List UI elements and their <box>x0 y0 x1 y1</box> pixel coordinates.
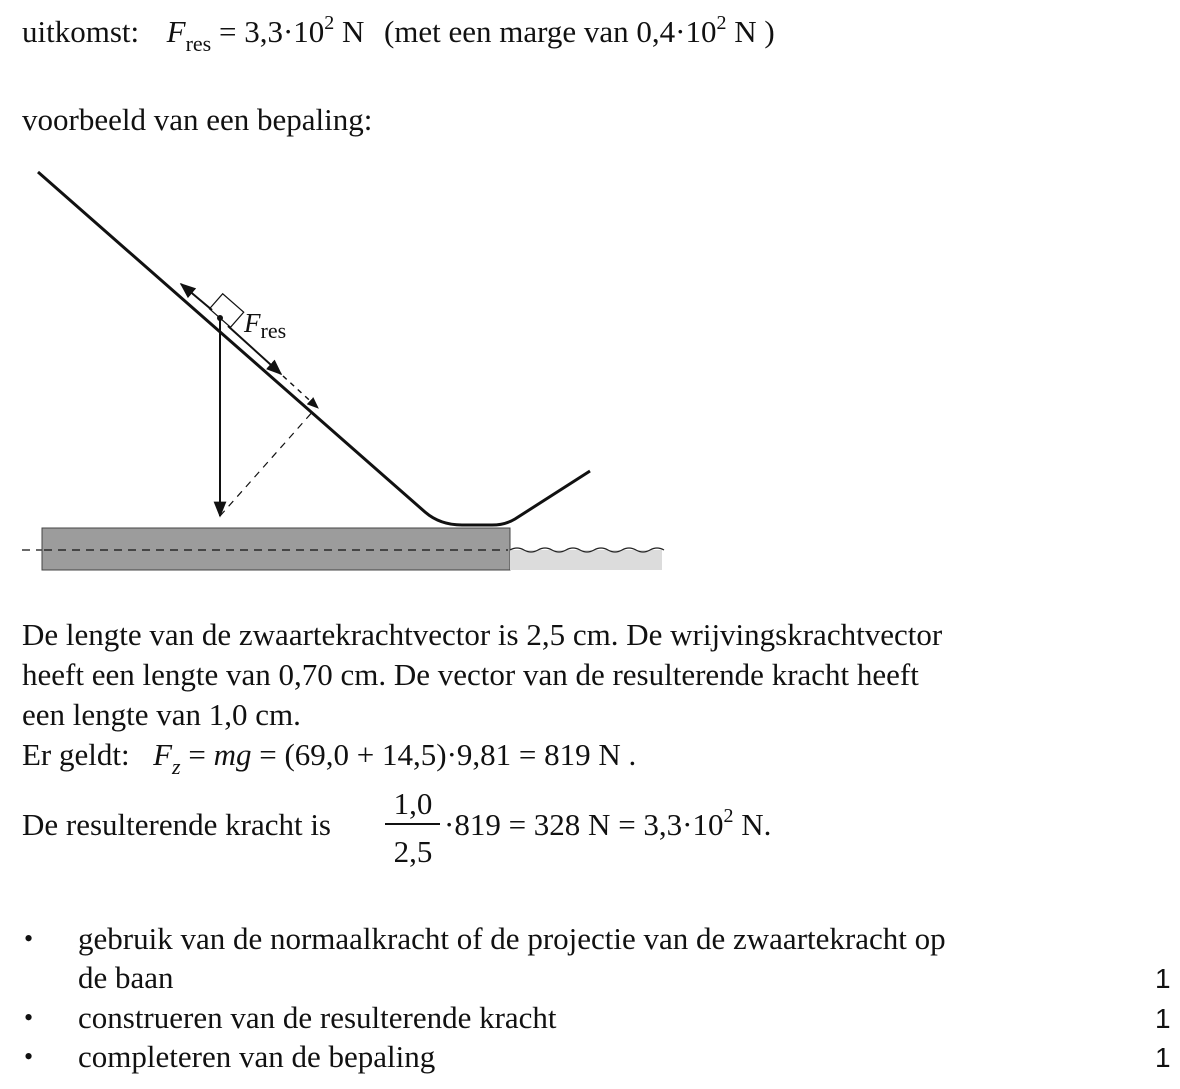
force-label <box>244 308 287 343</box>
outcome-margin-exponent: 2 <box>716 12 727 34</box>
fraction-denominator: 2,5 <box>393 834 433 869</box>
explanation-line5-exponent: 2 <box>723 805 734 827</box>
explanation-line-1: De lengte van de zwaartekrachtvector is 2,5 cm. De wrijvingskrachtvector <box>22 617 943 652</box>
explanation-line5-unit: N. <box>741 807 772 842</box>
criterion-2-text: construeren van de resulterende kracht <box>78 1000 557 1035</box>
criterion-2-score: 1 <box>1155 1003 1171 1034</box>
explanation-line-5-label: De resulterende kracht is <box>22 807 332 842</box>
example-heading: voorbeeld van een bepaling: <box>22 102 373 137</box>
outcome-unit: N <box>342 14 365 49</box>
explanation-line4-sub: z <box>172 754 181 779</box>
explanation-line4-eq: = <box>188 737 206 772</box>
sliding-object <box>209 294 243 328</box>
criterion-1-text: gebruik van de normaalkracht of de projectie van de zwaartekracht op <box>78 921 946 956</box>
criterion-1-bullet: • <box>24 924 34 953</box>
force-label-symbol: F <box>244 308 261 338</box>
slide-track <box>38 172 590 525</box>
explanation-line-4 <box>22 737 637 779</box>
outcome-subscript: res <box>185 31 212 56</box>
outcome-margin: (met een marge van 0,4·10 <box>383 14 717 49</box>
explanation-line4-rest: = (69,0 + 14,5)·9,81 = 819 N . <box>259 737 637 772</box>
outcome-value: = 3,3·10 <box>218 14 325 49</box>
force-label-subscript: res <box>260 318 287 343</box>
explanation-line4-F: F <box>153 737 173 772</box>
explanation-line-5-result <box>444 805 772 842</box>
explanation-line-2: heeft een lengte van 0,70 cm. De vector van de resulterende kracht heeft <box>22 657 919 692</box>
criterion-1-text-cont: de baan <box>78 960 174 995</box>
projection-dashed <box>220 409 315 516</box>
friction-vector <box>181 284 212 310</box>
criterion-3-score: 1 <box>1155 1042 1171 1073</box>
criterion-3-bullet: • <box>24 1042 34 1071</box>
fraction-numerator: 1,0 <box>393 786 433 821</box>
outcome-symbol: F <box>166 14 186 49</box>
explanation-line4-label: Er geldt: <box>22 737 130 772</box>
explanation-line-3: een lengte van 1,0 cm. <box>22 697 301 732</box>
platform-block <box>42 528 510 570</box>
water <box>510 550 662 570</box>
criterion-3-text: completeren van de bepaling <box>78 1039 436 1074</box>
explanation-line5-value: ·819 = 328 N = 3,3·10 <box>444 807 724 842</box>
outcome-margin-unit: N ) <box>734 14 775 49</box>
fraction-bar <box>385 823 440 825</box>
criterion-2-bullet: • <box>24 1003 34 1032</box>
explanation-line4-mg: mg <box>213 737 252 772</box>
criterion-1-score: 1 <box>1155 963 1171 994</box>
outcome-label: uitkomst: <box>22 14 140 49</box>
outcome-exponent: 2 <box>324 12 335 34</box>
